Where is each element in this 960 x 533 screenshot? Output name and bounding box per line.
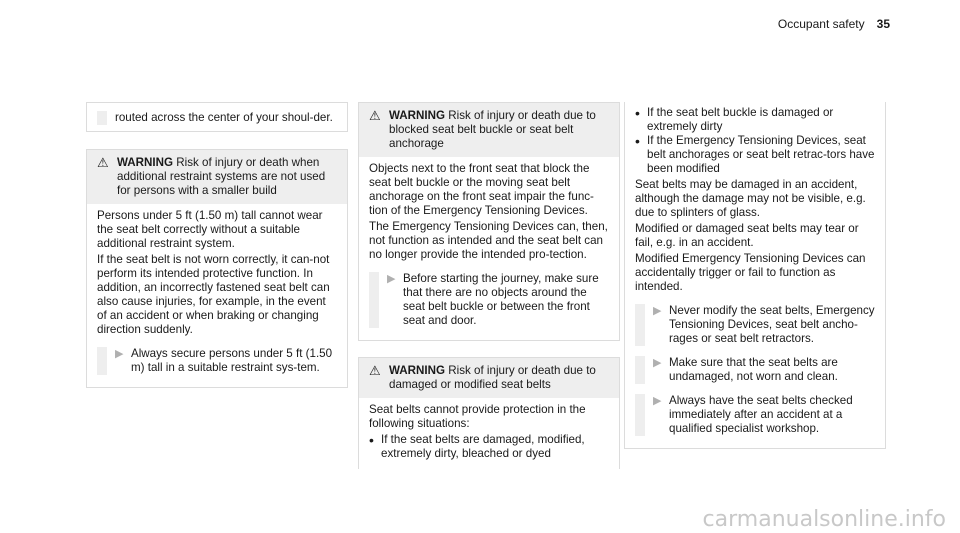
warning-heading (389, 109, 609, 151)
page-number: 35 (876, 17, 890, 31)
warning-intro: Seat belts cannot provide protection in the following situations: (369, 403, 586, 430)
list-item-text: If the Emergency Tensioning Devices, seat belt anchorages or seat belt retrac-tors have been modified (647, 134, 875, 175)
list-item (635, 134, 875, 176)
bullet-list (369, 433, 609, 461)
list-item (635, 106, 875, 134)
warning-paragraph: If the seat belt is not worn correctly, it can-not perform its intended protective function. In addition, an incorrectly fastened seat belt can also cause injuries, for example, in the event of an accident or when braking or changing direction suddenly. (97, 253, 330, 336)
warning-paragraph: Persons under 5 ft (1.50 m) tall cannot wear the seat belt correctly without a suitable additional restraint system. (97, 209, 323, 250)
warning-paragraph: The Emergency Tensioning Devices can, then, not function as intended and the seat belt can no longer provide the intended pro-tection. (369, 220, 608, 261)
warning-body (625, 102, 885, 448)
list-item-text: If the seat belt buckle is damaged or extremely dirty (647, 106, 834, 133)
column-2 (358, 92, 620, 469)
arrow-icon: ▶ (653, 305, 662, 317)
warning-box-continued (624, 102, 886, 449)
instruction-text: Always have the seat belts checked immediately after an accident at a qualified specialist workshop. (669, 394, 853, 435)
warning-body (359, 157, 619, 340)
section-title: Occupant safety (777, 17, 865, 31)
instruction (97, 347, 337, 375)
warning-paragraph: Modified or damaged seat belts may tear or fail, e.g. in an accident. (635, 222, 859, 249)
bullet-icon: • (369, 432, 374, 448)
instruction-text: Always secure persons under 5 ft (1.50 m) tall in a suitable restraint sys-tem. (131, 347, 333, 374)
watermark: carmanualsonline.info (702, 507, 946, 532)
list-item-text: If the seat belts are damaged, modified, extremely dirty, bleached or dyed (381, 433, 585, 460)
warning-box-small-build (86, 149, 348, 388)
warning-icon: ⚠ (97, 155, 109, 170)
instruction-text: Make sure that the seat belts are undamaged, not worn and clean. (669, 356, 838, 383)
instruction-bar (635, 394, 645, 436)
warning-label: WARNING (389, 364, 446, 377)
warning-header (87, 150, 347, 204)
bullet-icon: • (635, 105, 640, 121)
column-3 (624, 92, 886, 449)
bullet-icon: • (635, 133, 640, 149)
arrow-icon: ▶ (387, 273, 396, 285)
bullet-list (635, 106, 875, 176)
instruction-bar (97, 347, 107, 375)
arrow-icon: ▶ (653, 395, 662, 407)
warning-label: WARNING (389, 109, 446, 122)
warning-title: Risk of injury or death due to damaged or modified seat belts (389, 364, 596, 391)
warning-box-blocked-buckle (358, 102, 620, 341)
instruction-bar (635, 356, 645, 384)
warning-paragraph: Objects next to the front seat that block the seat belt buckle or the moving seat belt anchorage on the front seat impair the func-tion of the Emergency Tensioning Devices. (369, 162, 594, 217)
arrow-icon: ▶ (115, 348, 124, 360)
instruction (369, 272, 609, 328)
arrow-icon: ▶ (653, 357, 662, 369)
warning-icon: ⚠ (369, 108, 381, 123)
warning-header (359, 358, 619, 398)
warning-header (359, 103, 619, 157)
page-header (778, 17, 890, 31)
warning-heading (117, 156, 337, 198)
instruction-text: Never modify the seat belts, Emergency Tensioning Devices, seat belt ancho-rages or seat belt retractors. (669, 304, 875, 345)
instruction (635, 356, 875, 384)
column-1 (86, 92, 348, 388)
instruction-bar (97, 111, 107, 125)
instruction (635, 304, 875, 346)
warning-label: WARNING (117, 156, 174, 169)
warning-heading (389, 364, 609, 392)
continued-instruction-box (86, 102, 348, 132)
continued-text: routed across the center of your shoul-der. (115, 111, 333, 124)
warning-box-damaged-belts (358, 357, 620, 469)
list-item (369, 433, 609, 461)
warning-title: Risk of injury or death due to blocked seat belt buckle or seat belt anchorage (389, 109, 596, 150)
warning-icon: ⚠ (369, 363, 381, 378)
instruction-bar (369, 272, 379, 328)
warning-title: Risk of injury or death when additional restraint systems are not used for persons with a smaller build (117, 156, 326, 197)
instruction (635, 394, 875, 436)
instruction-text: Before starting the journey, make sure that there are no objects around the seat belt buckle or between the front seat and door. (403, 272, 599, 327)
warning-paragraph: Seat belts may be damaged in an accident, although the damage may not be visible, e.g. due to splinters of glass. (635, 178, 866, 219)
warning-body (359, 398, 619, 469)
warning-body (87, 204, 347, 387)
warning-paragraph: Modified Emergency Tensioning Devices can accidentally trigger or fail to function as intended. (635, 252, 866, 293)
instruction-bar (635, 304, 645, 346)
